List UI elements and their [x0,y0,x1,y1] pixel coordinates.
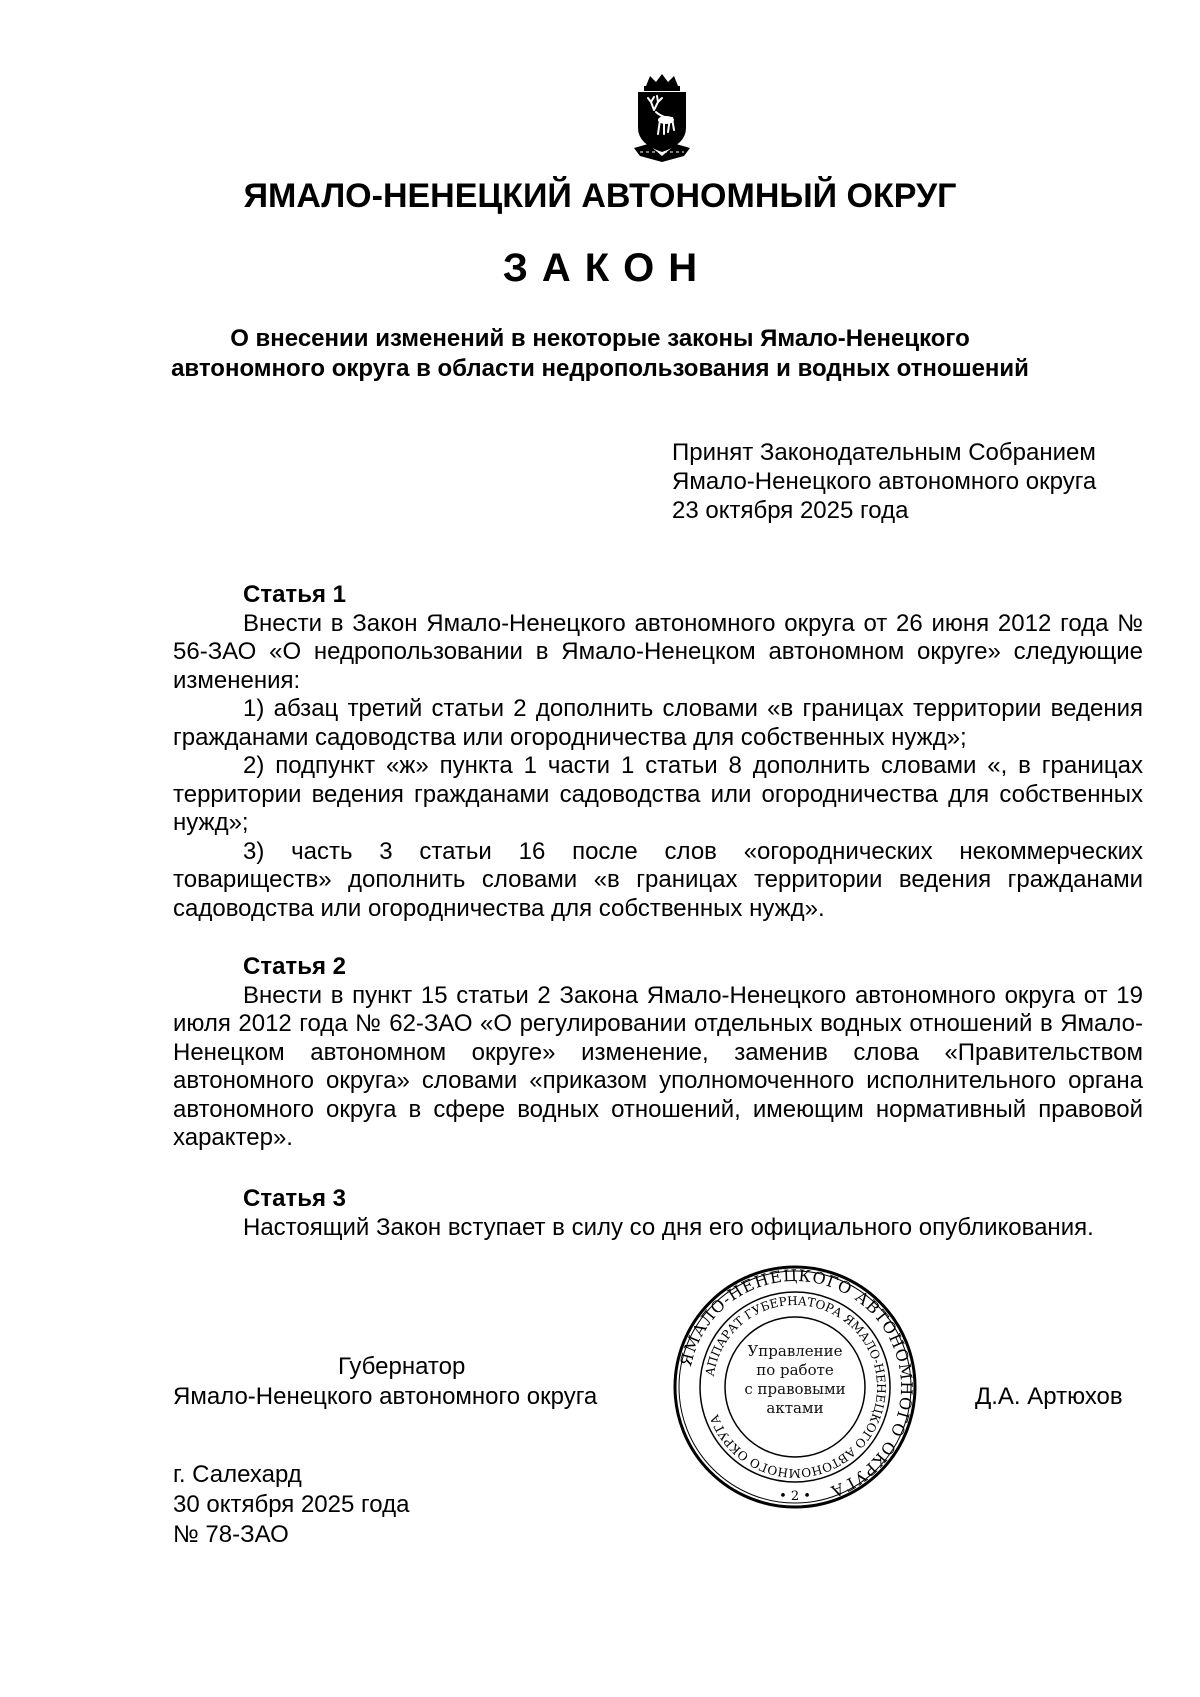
article-paragraph: 2) подпункт «ж» пункта 1 части 1 статьи 8 дополнить словами «, в границах территории ведения гражданами садоводства или огородничества для собственных нужд»; [173,752,1143,836]
adoption-note [672,438,1096,525]
seal-center-line: актами [766,1399,824,1417]
adoption-line: Принят Законодательным Собранием [672,439,1096,466]
signatory-title: Губернатор [338,1353,466,1380]
seal-center-line: по работе [756,1361,834,1379]
article-paragraph: Настоящий Закон вступает в силу со дня его официального опубликования. [243,1213,1094,1241]
seal-outer-ring-text: ЯМАЛО-НЕНЕЦКОГО АВТОНОМНОГО ОКРУГА [676,1265,917,1502]
article-3 [173,1185,1143,1242]
signing-date: 30 октября 2025 года [173,1491,410,1518]
article-paragraph: Внести в Закон Ямало-Ненецкого автономного округа от 26 июня 2012 года № 56-ЗАО «О недропользовании в Ямало-Ненецком автономном округе» следующие изменения: [173,609,1143,694]
seal-center-line: Управление [747,1342,843,1360]
article-paragraph: Внести в пункт 15 статьи 2 Закона Ямало-Ненецкого автономного округа от 19 июля 2012 года № 62-ЗАО «О регулировании отдельных водных отношений в Ямало-Ненецком автономном округе» изменение, заменив слова «Правительством автономного округа» словами «приказом уполномоченного исполнительного органа автономного округа в сфере водных отношений, имеющим нормативный правовой характер». [173,981,1143,1151]
signatory-name: Д.А. Артюхов [975,1383,1123,1410]
seal-center-text [730,1342,860,1418]
region-name: ЯМАЛО-НЕНЕЦКИЙ АВТОНОМНЫЙ ОКРУГ [243,177,957,215]
signing-city: г. Салехард [173,1461,302,1488]
seal-number: • 2 • [779,1489,811,1504]
article-2 [173,953,1143,1153]
coat-of-arms-emblem [624,72,700,162]
seal-middle-ring-text: АППАРАТ ГУБЕРНАТОРА ЯМАЛО-НЕНЕЦКОГО АВТОНОМНОГО ОКРУГА [702,1293,889,1481]
signatory-position [173,1352,643,1412]
article-heading: Статья 1 [243,581,346,608]
law-number: № 78-ЗАО [173,1521,289,1548]
adoption-line: Ямало-Ненецкого автономного округа [672,468,1097,495]
article-paragraph: 3) часть 3 статьи 16 после слов «огороднических некоммерческих товариществ» дополнить словами «в границах территории ведения гражданами садоводства или огородничества для собственных нужд». [173,837,1143,922]
adoption-date: 23 октября 2025 года [672,497,909,524]
article-heading: Статья 3 [243,1185,346,1212]
law-title-line: О внесении изменений в некоторые законы Ямало-Ненецкого [230,325,970,352]
signatory-region: Ямало-Ненецкого автономного округа [173,1383,598,1410]
article-paragraph: 1) абзац третий статьи 2 дополнить словами «в границах территории ведения гражданами садоводства или огородничества для собственных нужд»; [173,695,1143,751]
law-title-line: автономного округа в области недропользования и водных отношений [171,355,1029,382]
article-1 [173,581,1143,923]
document-type: ЗАКОН [502,246,712,290]
document-footer [173,1460,409,1550]
seal-center-line: с правовыми [744,1380,846,1398]
law-title [150,324,1050,384]
article-heading: Статья 2 [243,953,346,980]
